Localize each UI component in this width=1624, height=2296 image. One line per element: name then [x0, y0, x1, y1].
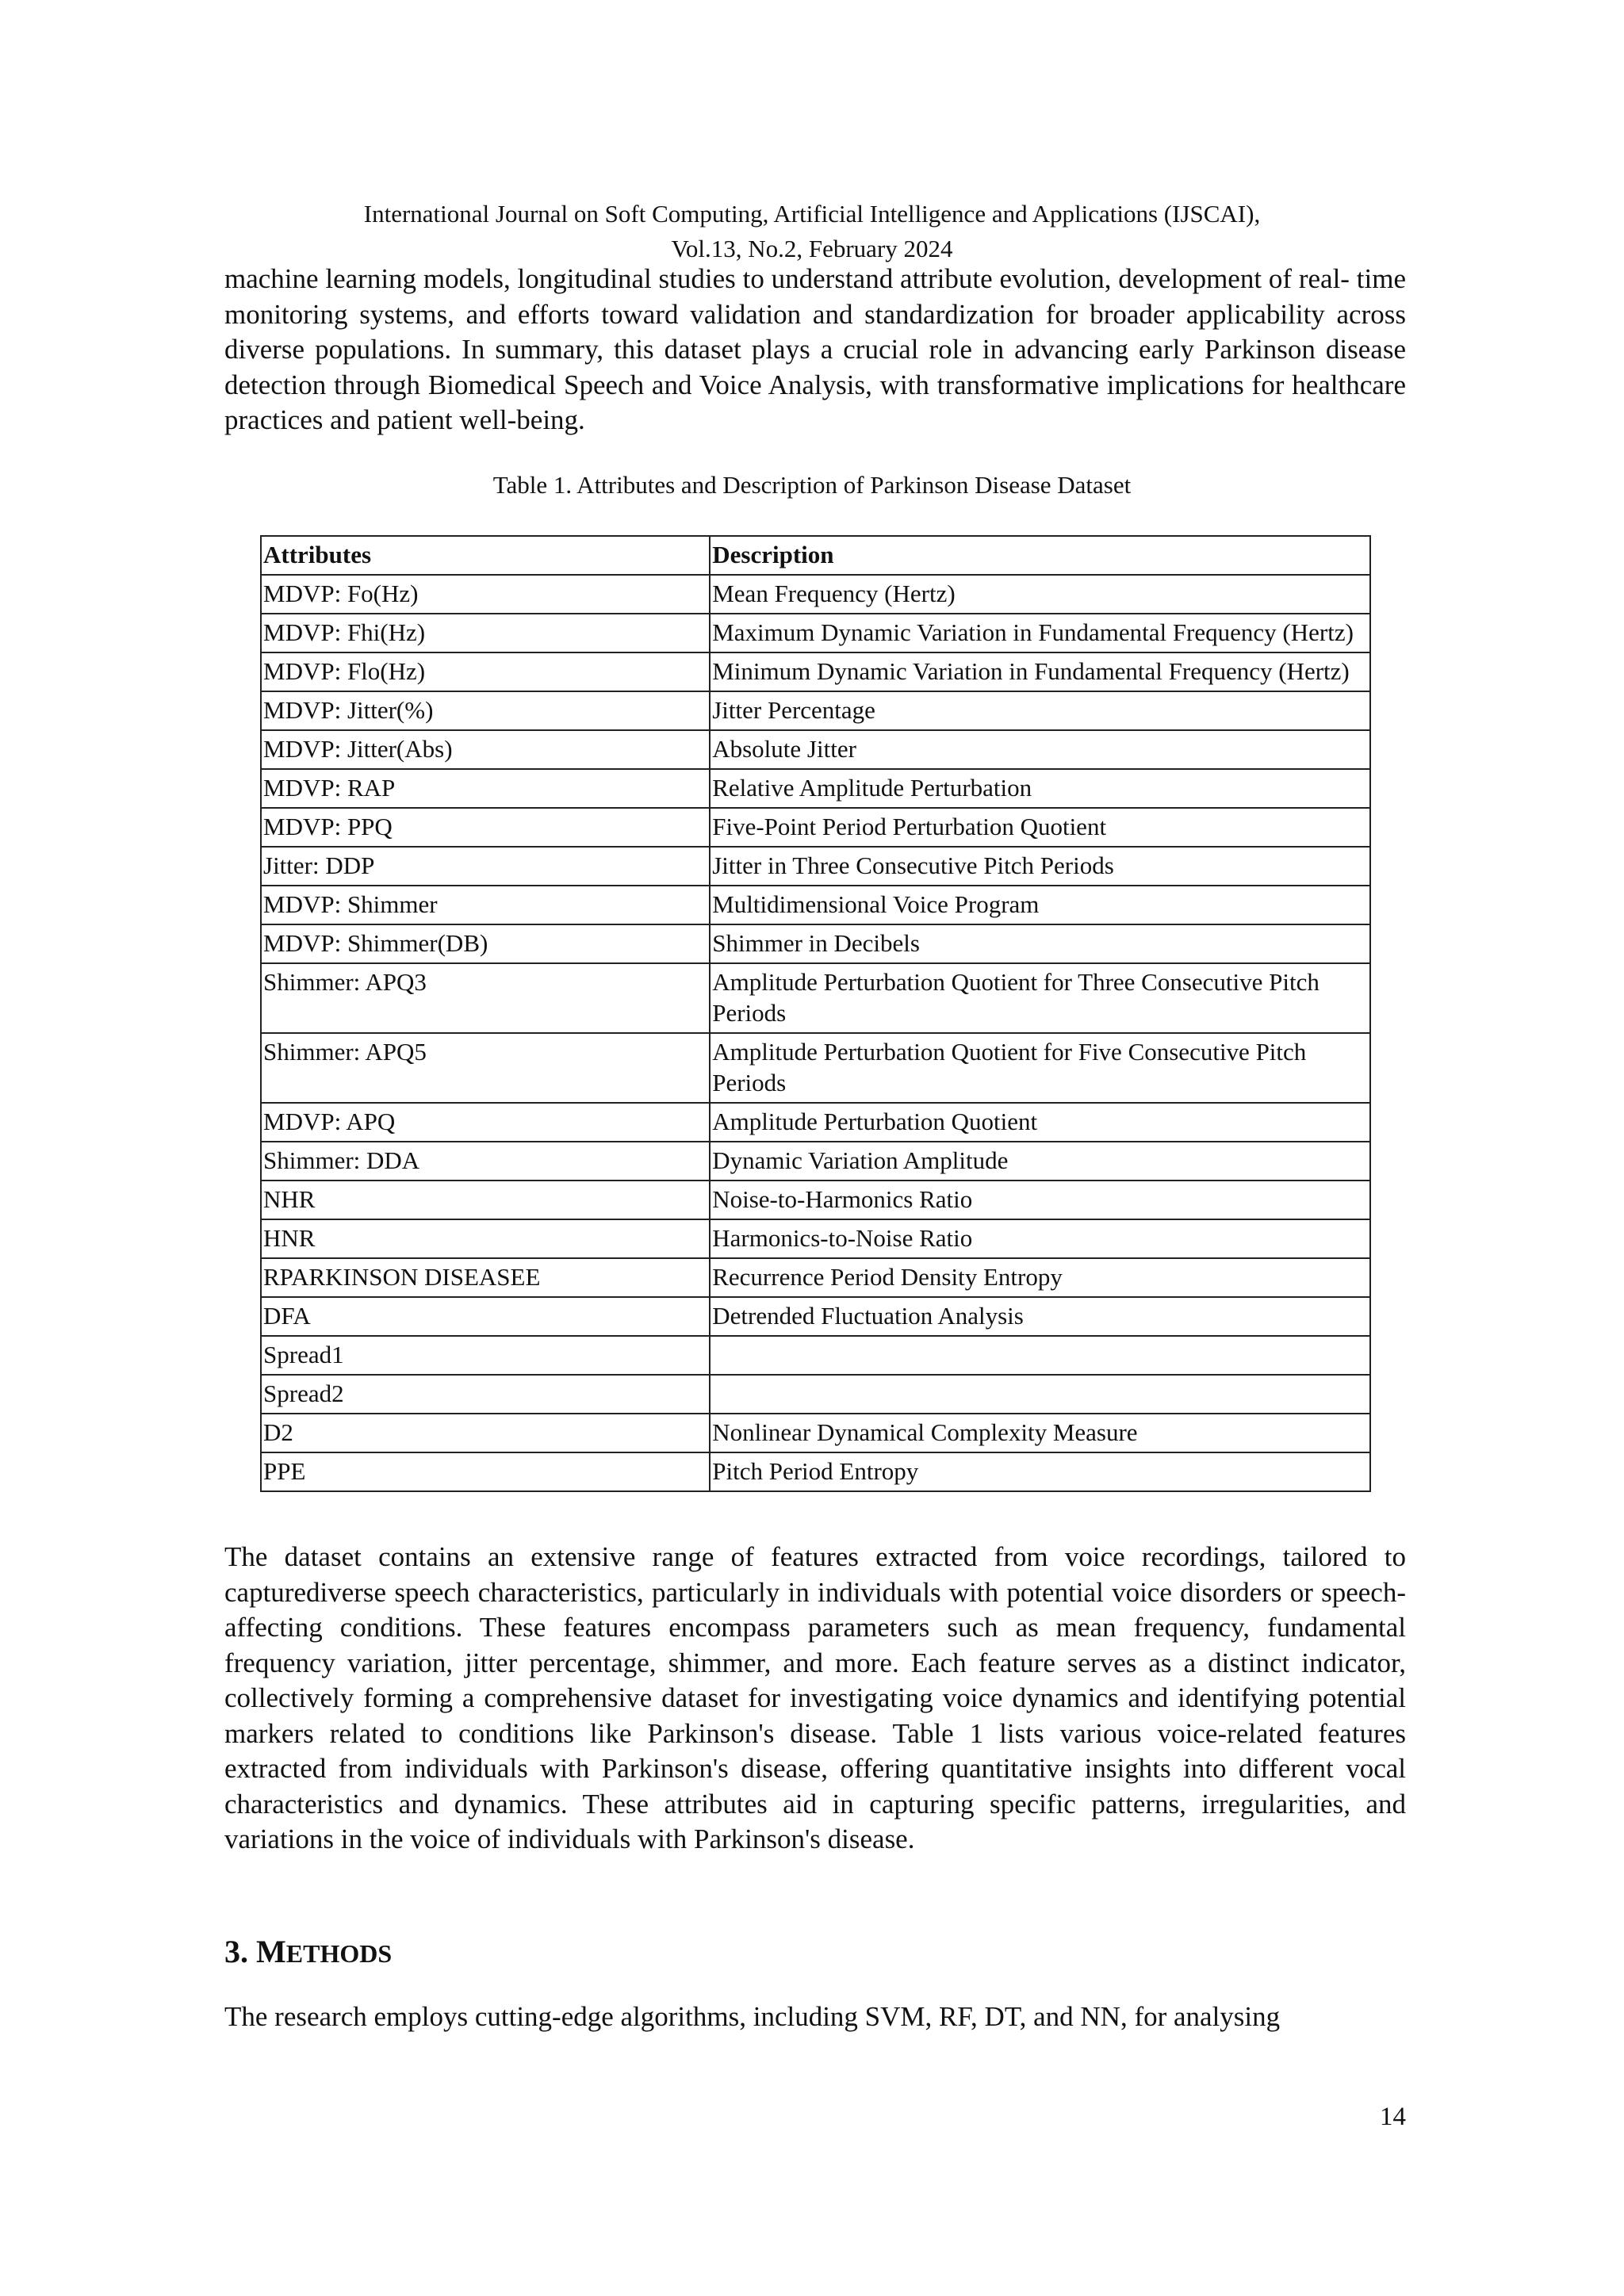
- attribute-cell: Shimmer: DDA: [261, 1142, 710, 1181]
- attribute-cell: DFA: [261, 1297, 710, 1336]
- attributes-table: [260, 535, 1371, 1492]
- description-cell: Multidimensional Voice Program: [710, 886, 1370, 924]
- attribute-cell: HNR: [261, 1219, 710, 1258]
- table-row: [261, 1297, 1370, 1336]
- description-cell: Harmonics-to-Noise Ratio: [710, 1219, 1370, 1258]
- attribute-cell: MDVP: Jitter(%): [261, 691, 710, 730]
- table-row: [261, 730, 1370, 769]
- column-header-description: Description: [710, 536, 1370, 575]
- description-cell: Maximum Dynamic Variation in Fundamental Frequency (Hertz): [710, 614, 1370, 652]
- paragraph-methods: The research employs cutting-edge algorithms, including SVM, RF, DT, and NN, for analysing: [224, 2001, 1281, 2032]
- table-row: [261, 1103, 1370, 1142]
- table-caption: Table 1. Attributes and Description of Parkinson Disease Dataset: [492, 471, 1132, 499]
- table-row: [261, 1452, 1370, 1491]
- table-row: [261, 847, 1370, 886]
- table-row: [261, 924, 1370, 963]
- attribute-cell: Shimmer: APQ5: [261, 1033, 710, 1103]
- table-row: [261, 1258, 1370, 1297]
- description-cell: Amplitude Perturbation Quotient for Three Consecutive Pitch Periods: [710, 963, 1370, 1033]
- table-row: [261, 1336, 1370, 1375]
- attribute-cell: MDVP: APQ: [261, 1103, 710, 1142]
- paragraph-dataset-description: The dataset contains an extensive range of features extracted from voice recordings, tailored to capturediverse speech characteristics, particularly in individuals with potential voice disorders or speech- affecting conditions. These features encompass parameters such as mean frequency, fundamental frequency variation, jitter percentage, shimmer, and more. Each feature serves as a distinct indicator, collectively forming a comprehensive dataset for investigating voice dynamics and identifying potential markers related to conditions like Parkinson's disease. Table 1 lists various voice-related features extracted from individuals with Parkinson's disease, offering quantitative insights into different vocal characteristics and dynamics. These attributes aid in capturing specific patterns, irregularities, and variations in the voice of individuals with Parkinson's disease.: [224, 1541, 1406, 1854]
- description-cell: Absolute Jitter: [710, 730, 1370, 769]
- description-cell: Minimum Dynamic Variation in Fundamental Frequency (Hertz): [710, 652, 1370, 691]
- attribute-cell: PPE: [261, 1452, 710, 1491]
- table-row: [261, 1414, 1370, 1452]
- table-row: [261, 808, 1370, 847]
- page-number: 14: [1380, 2103, 1406, 2131]
- description-cell: Noise-to-Harmonics Ratio: [710, 1181, 1370, 1219]
- table-row: [261, 575, 1370, 614]
- table-row: [261, 1181, 1370, 1219]
- attribute-cell: MDVP: Flo(Hz): [261, 652, 710, 691]
- description-cell: Amplitude Perturbation Quotient: [710, 1103, 1370, 1142]
- section-heading-methods: [224, 1931, 392, 1974]
- attribute-cell: D2: [261, 1414, 710, 1452]
- section-title-rest: ETHODS: [285, 1939, 393, 1968]
- description-cell: Amplitude Perturbation Quotient for Five Consecutive Pitch Periods: [710, 1033, 1370, 1103]
- table-row: [261, 886, 1370, 924]
- attribute-cell: MDVP: RAP: [261, 769, 710, 808]
- journal-header: [0, 197, 1624, 266]
- attribute-cell: Spread2: [261, 1375, 710, 1414]
- attribute-cell: Spread1: [261, 1336, 710, 1375]
- description-cell: Jitter in Three Consecutive Pitch Periods: [710, 847, 1370, 886]
- attribute-cell: MDVP: PPQ: [261, 808, 710, 847]
- attribute-cell: MDVP: Shimmer: [261, 886, 710, 924]
- description-cell: Nonlinear Dynamical Complexity Measure: [710, 1414, 1370, 1452]
- description-cell: Recurrence Period Density Entropy: [710, 1258, 1370, 1297]
- attribute-cell: NHR: [261, 1181, 710, 1219]
- table-row: [261, 1375, 1370, 1414]
- attribute-cell: RPARKINSON DISEASEE: [261, 1258, 710, 1297]
- table-row: [261, 614, 1370, 652]
- attribute-cell: Shimmer: APQ3: [261, 963, 710, 1033]
- table-row: [261, 1219, 1370, 1258]
- table-row: [261, 1033, 1370, 1103]
- description-cell: Relative Amplitude Perturbation: [710, 769, 1370, 808]
- table-row: [261, 691, 1370, 730]
- table-row: [261, 1142, 1370, 1181]
- description-cell: [710, 1336, 1370, 1375]
- table-body: [261, 575, 1370, 1491]
- column-header-attributes: Attributes: [261, 536, 710, 575]
- description-cell: Jitter Percentage: [710, 691, 1370, 730]
- attribute-cell: Jitter: DDP: [261, 847, 710, 886]
- description-cell: [710, 1375, 1370, 1414]
- description-cell: Shimmer in Decibels: [710, 924, 1370, 963]
- journal-title-line: International Journal on Soft Computing, Artificial Intelligence and Applications (IJSCAI),: [363, 200, 1261, 228]
- description-cell: Five-Point Period Perturbation Quotient: [710, 808, 1370, 847]
- attribute-cell: MDVP: Jitter(Abs): [261, 730, 710, 769]
- section-title-initial: M: [256, 1934, 286, 1969]
- paragraph-top: machine learning models, longitudinal studies to understand attribute evolution, development of real- time monitoring systems, and efforts toward validation and standardization for broader applicability across diverse populations. In summary, this dataset plays a crucial role in advancing early Parkinson disease detection through Biomedical Speech and Voice Analysis, with transformative implications for healthcare practices and patient well-being.: [224, 263, 1406, 435]
- attribute-cell: MDVP: Shimmer(DB): [261, 924, 710, 963]
- table-row: [261, 769, 1370, 808]
- attribute-cell: MDVP: Fo(Hz): [261, 575, 710, 614]
- description-cell: Dynamic Variation Amplitude: [710, 1142, 1370, 1181]
- description-cell: Pitch Period Entropy: [710, 1452, 1370, 1491]
- table-header-row: [261, 536, 1370, 575]
- description-cell: Detrended Fluctuation Analysis: [710, 1297, 1370, 1336]
- table-row: [261, 652, 1370, 691]
- table-row: [261, 963, 1370, 1033]
- attribute-cell: MDVP: Fhi(Hz): [261, 614, 710, 652]
- description-cell: Mean Frequency (Hertz): [710, 575, 1370, 614]
- journal-volume-line: Vol.13, No.2, February 2024: [671, 235, 953, 262]
- section-number: 3.: [224, 1934, 248, 1969]
